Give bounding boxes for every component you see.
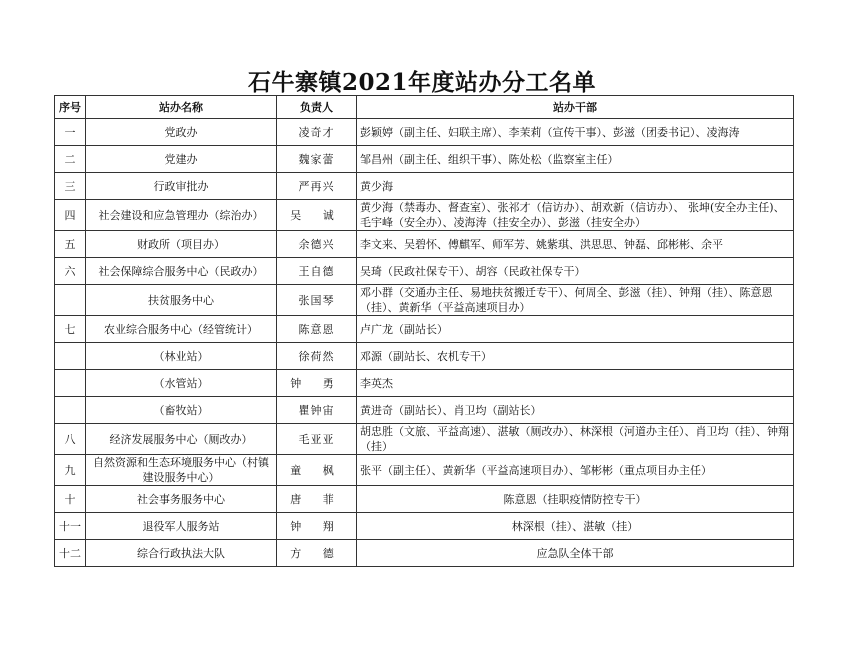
- leader-name: 童 枫: [277, 455, 357, 486]
- table-row: [55, 486, 794, 513]
- staff-list: 黄少海: [357, 173, 794, 200]
- office-name: 退役军人服务站: [86, 513, 277, 540]
- row-number: [55, 343, 86, 370]
- leader-name: 张国琴: [277, 285, 357, 316]
- table-row: [55, 173, 794, 200]
- row-number: 一: [55, 119, 86, 146]
- table-row: [55, 370, 794, 397]
- office-name: （畜牧站）: [86, 397, 277, 424]
- table-row: [55, 343, 794, 370]
- staff-list: 陈意恩（挂职疫情防控专干）: [357, 486, 794, 513]
- staff-list: 卢广龙（副站长）: [357, 316, 794, 343]
- staff-list: 邓源（副站长、农机专干）: [357, 343, 794, 370]
- row-number: [55, 397, 86, 424]
- header-no: 序号: [55, 96, 86, 119]
- staff-list: 黄进奇（副站长）、肖卫均（副站长）: [357, 397, 794, 424]
- row-number: 八: [55, 424, 86, 455]
- office-name: 财政所（项目办）: [86, 231, 277, 258]
- leader-name: 严再兴: [277, 173, 357, 200]
- staff-list: 吴琦（民政社保专干）、胡容（民政社保专干）: [357, 258, 794, 285]
- row-number: [55, 285, 86, 316]
- staff-list: 应急队全体干部: [357, 540, 794, 567]
- office-name: 农业综合服务中心（经管统计）: [86, 316, 277, 343]
- leader-name: 方 德: [277, 540, 357, 567]
- table-row: [55, 397, 794, 424]
- staff-list: 黄少海（禁毒办、督查室）、张祁才（信访办）、胡欢新（信访办）、 张坤(安全办主任)、毛宇峰（安全办）、凌海涛（挂安全办）、彭滋（挂安全办）: [357, 200, 794, 231]
- staff-list: 李英杰: [357, 370, 794, 397]
- table-row: [55, 285, 794, 316]
- header-office: 站办名称: [86, 96, 277, 119]
- office-name: 自然资源和生态环境服务中心（村镇建设服务中心）: [86, 455, 277, 486]
- leader-name: 唐 菲: [277, 486, 357, 513]
- staff-list: 林深根（挂）、湛敏（挂）: [357, 513, 794, 540]
- staff-list: 彭颖婷（副主任、妇联主席）、李茉莉（宣传干事）、彭滋（团委书记）、凌海涛: [357, 119, 794, 146]
- staff-list: 邹昌州（副主任、组织干事）、陈处松（监察室主任）: [357, 146, 794, 173]
- table-row: [55, 258, 794, 285]
- table-row: [55, 455, 794, 486]
- leader-name: 钟 翔: [277, 513, 357, 540]
- table-row: [55, 513, 794, 540]
- row-number: 十二: [55, 540, 86, 567]
- table-row: [55, 424, 794, 455]
- leader-name: 徐荷然: [277, 343, 357, 370]
- office-name: 经济发展服务中心（厕改办）: [86, 424, 277, 455]
- table-row: [55, 540, 794, 567]
- staff-list: 邓小群（交通办主任、易地扶贫搬迁专干）、何周全、彭滋（挂）、钟翔（挂）、陈意恩（挂）、黄新华（平益高速项目办）: [357, 285, 794, 316]
- table-row: [55, 316, 794, 343]
- page-title: 石牛寨镇2021年度站办分工名单: [247, 69, 596, 96]
- row-number: 六: [55, 258, 86, 285]
- row-number: 四: [55, 200, 86, 231]
- header-staff: 站办干部: [357, 96, 794, 119]
- office-name: （水管站）: [86, 370, 277, 397]
- leader-name: 凌奇才: [277, 119, 357, 146]
- leader-name: 余德兴: [277, 231, 357, 258]
- leader-name: 陈意恩: [277, 316, 357, 343]
- row-number: 三: [55, 173, 86, 200]
- office-name: 党建办: [86, 146, 277, 173]
- leader-name: 王自德: [277, 258, 357, 285]
- office-name: 行政审批办: [86, 173, 277, 200]
- header-row: [55, 96, 794, 119]
- assignment-table: [54, 95, 794, 567]
- row-number: 二: [55, 146, 86, 173]
- row-number: 九: [55, 455, 86, 486]
- row-number: 五: [55, 231, 86, 258]
- office-name: 党政办: [86, 119, 277, 146]
- leader-name: 钟 勇: [277, 370, 357, 397]
- staff-list: 李文来、吴碧怀、傅麒军、师军芳、姚紫琪、洪思思、钟磊、邱彬彬、余平: [357, 231, 794, 258]
- table-row: [55, 119, 794, 146]
- table-row: [55, 200, 794, 231]
- table-row: [55, 146, 794, 173]
- row-number: [55, 370, 86, 397]
- leader-name: 吴 诚: [277, 200, 357, 231]
- office-name: 扶贫服务中心: [86, 285, 277, 316]
- leader-name: 魏家蕾: [277, 146, 357, 173]
- header-leader: 负责人: [277, 96, 357, 119]
- office-name: 社会建设和应急管理办（综治办）: [86, 200, 277, 231]
- table-row: [55, 231, 794, 258]
- leader-name: 瞿钟宙: [277, 397, 357, 424]
- row-number: 十: [55, 486, 86, 513]
- staff-list: 张平（副主任）、黄新华（平益高速项目办）、邹彬彬（重点项目办主任）: [357, 455, 794, 486]
- office-name: 社会事务服务中心: [86, 486, 277, 513]
- leader-name: 毛亚亚: [277, 424, 357, 455]
- office-name: 社会保障综合服务中心（民政办）: [86, 258, 277, 285]
- staff-list: 胡忠胜（文旅、平益高速）、湛敏（厕改办）、林深根（河道办主任）、肖卫均（挂）、钟翔（挂）: [357, 424, 794, 455]
- office-name: 综合行政执法大队: [86, 540, 277, 567]
- row-number: 十一: [55, 513, 86, 540]
- row-number: 七: [55, 316, 86, 343]
- office-name: （林业站）: [86, 343, 277, 370]
